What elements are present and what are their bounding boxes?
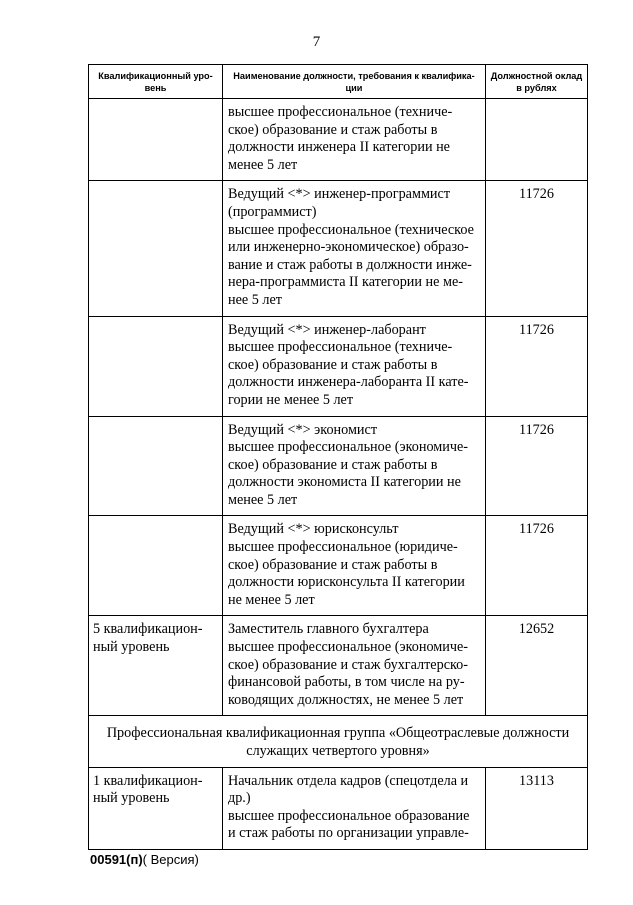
salary-cell: [486, 99, 588, 181]
salary-cell: 11726: [486, 316, 588, 416]
salary-cell: 11726: [486, 181, 588, 316]
position-requirements-cell: Заместитель главного бухгалтера высшее профессиональное (экономиче- ское) образование и стаж бухгалтерско- финансовой работы, в том числе на ру- ководящих должностях, не менее 5 лет: [223, 616, 486, 716]
table-row: [89, 181, 588, 316]
qualification-level-cell: [89, 181, 223, 316]
qualification-level-cell: [89, 516, 223, 616]
qualification-level-cell: 1 квалификацион- ный уровень: [89, 767, 223, 849]
table-row: [89, 516, 588, 616]
position-requirements-cell: высшее профессиональное (техниче- ское) образование и стаж работы в должности инженера II категории не менее 5 лет: [223, 99, 486, 181]
table-row: [89, 316, 588, 416]
table-row: [89, 616, 588, 716]
header-level: Квалификационный уро- вень: [89, 65, 223, 99]
table-row: [89, 416, 588, 516]
position-requirements-cell: Ведущий <*> инженер-программист (программист) высшее профессиональное (техническое или инженерно-экономическое) образо- вание и стаж работы в должности инже- нера-программиста II категории не ме- нее 5 лет: [223, 181, 486, 316]
header-salary: Должностной оклад в рублях: [486, 65, 588, 99]
qualification-group-heading: Профессиональная квалификационная группа «Общеотраслевые должности служащих четвертого уровня»: [89, 716, 588, 767]
group-heading-row: [89, 716, 588, 767]
salary-cell: 12652: [486, 616, 588, 716]
qualification-level-cell: 5 квалификацион- ный уровень: [89, 616, 223, 716]
document-footer: [90, 852, 199, 867]
qualification-level-cell: [89, 316, 223, 416]
document-version: ( Версия): [142, 852, 199, 867]
qualification-level-cell: [89, 99, 223, 181]
page-number: 7: [312, 34, 321, 50]
position-requirements-cell: Ведущий <*> юрисконсульт высшее профессиональное (юридиче- ское) образование и стаж работы в должности юрисконсульта II категории не менее 5 лет: [223, 516, 486, 616]
position-requirements-cell: Ведущий <*> экономист высшее профессиональное (экономиче- ское) образование и стаж работы в должности экономиста II категории не менее 5 лет: [223, 416, 486, 516]
table-row: [89, 99, 588, 181]
table-row: [89, 767, 588, 849]
position-requirements-cell: Начальник отдела кадров (спецотдела и др.) высшее профессиональное образование и стаж работы по организации управле-: [223, 767, 486, 849]
salary-cell: 13113: [486, 767, 588, 849]
qualification-level-cell: [89, 416, 223, 516]
position-requirements-cell: Ведущий <*> инженер-лаборант высшее профессиональное (техниче- ское) образование и стаж работы в должности инженера-лаборанта II кате- гории не менее 5 лет: [223, 316, 486, 416]
qualification-table: [88, 64, 588, 850]
salary-cell: 11726: [486, 416, 588, 516]
document-code: 00591(п): [90, 852, 143, 867]
header-position: Наименование должности, требования к квалифика- ции: [223, 65, 486, 99]
salary-cell: 11726: [486, 516, 588, 616]
table-header-row: [89, 65, 588, 99]
